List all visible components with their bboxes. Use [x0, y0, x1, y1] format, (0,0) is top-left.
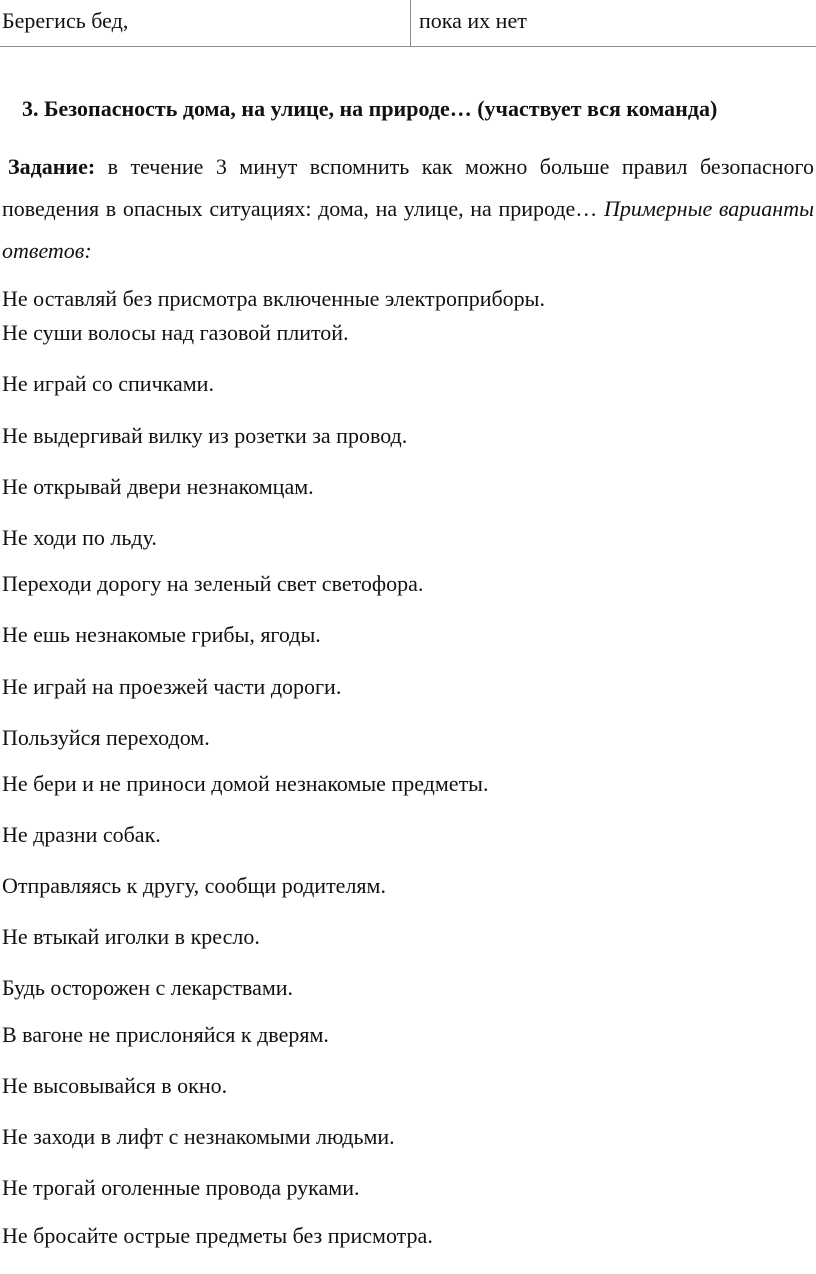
- list-item: Не ешь незнакомые грибы, ягоды.: [2, 622, 321, 647]
- list-item: Не высовывайся в окно.: [2, 1073, 228, 1098]
- list-item: Не заходи в лифт с незнакомыми людьми.: [2, 1124, 395, 1149]
- list-item: Не выдергивай вилку из розетки за провод.: [2, 423, 408, 448]
- proverb-cell-left: Берегись бед,: [0, 0, 411, 46]
- proverb-table: [0, 0, 816, 47]
- list-item: Не открывай двери незнакомцам.: [2, 474, 314, 499]
- list-item: Не трогай оголенные провода руками.: [2, 1175, 360, 1200]
- section-heading: 3. Безопасность дома, на улице, на природе… (участвует вся команда): [22, 96, 718, 121]
- list-item: Отправляясь к другу, сообщи родителям.: [2, 873, 386, 898]
- list-item: Не суши волосы над газовой плитой.: [2, 320, 349, 345]
- list-item: Не ходи по льду.: [2, 525, 157, 550]
- list-item: В вагоне не прислоняйся к дверям.: [2, 1022, 329, 1047]
- list-item: Не бери и не приноси домой незнакомые предметы.: [2, 771, 489, 796]
- list-item: Не бросайте острые предметы без присмотра.: [2, 1223, 433, 1248]
- task-paragraph: [2, 146, 814, 272]
- list-item: Не играй на проезжей части дороги.: [2, 674, 342, 699]
- list-item: Переходи дорогу на зеленый свет светофора.: [2, 571, 424, 596]
- list-item: Не дразни собак.: [2, 822, 161, 847]
- list-item: Не втыкай иголки в кресло.: [2, 924, 260, 949]
- task-label: Задание:: [8, 154, 96, 179]
- examples-label: Примерные варианты ответов:: [2, 196, 814, 263]
- list-item: Не оставляй без присмотра включенные электроприборы.: [2, 286, 545, 311]
- list-item: Не играй со спичками.: [2, 371, 214, 396]
- list-item: Будь осторожен с лекарствами.: [2, 975, 294, 1000]
- proverb-cell-right: пока их нет: [419, 8, 527, 33]
- list-item: Пользуйся переходом.: [2, 725, 210, 750]
- task-text: в течение 3 минут вспомнить как можно больше правил безопасного поведения в опасных ситуациях: дома, на улице, на природе…: [2, 154, 814, 221]
